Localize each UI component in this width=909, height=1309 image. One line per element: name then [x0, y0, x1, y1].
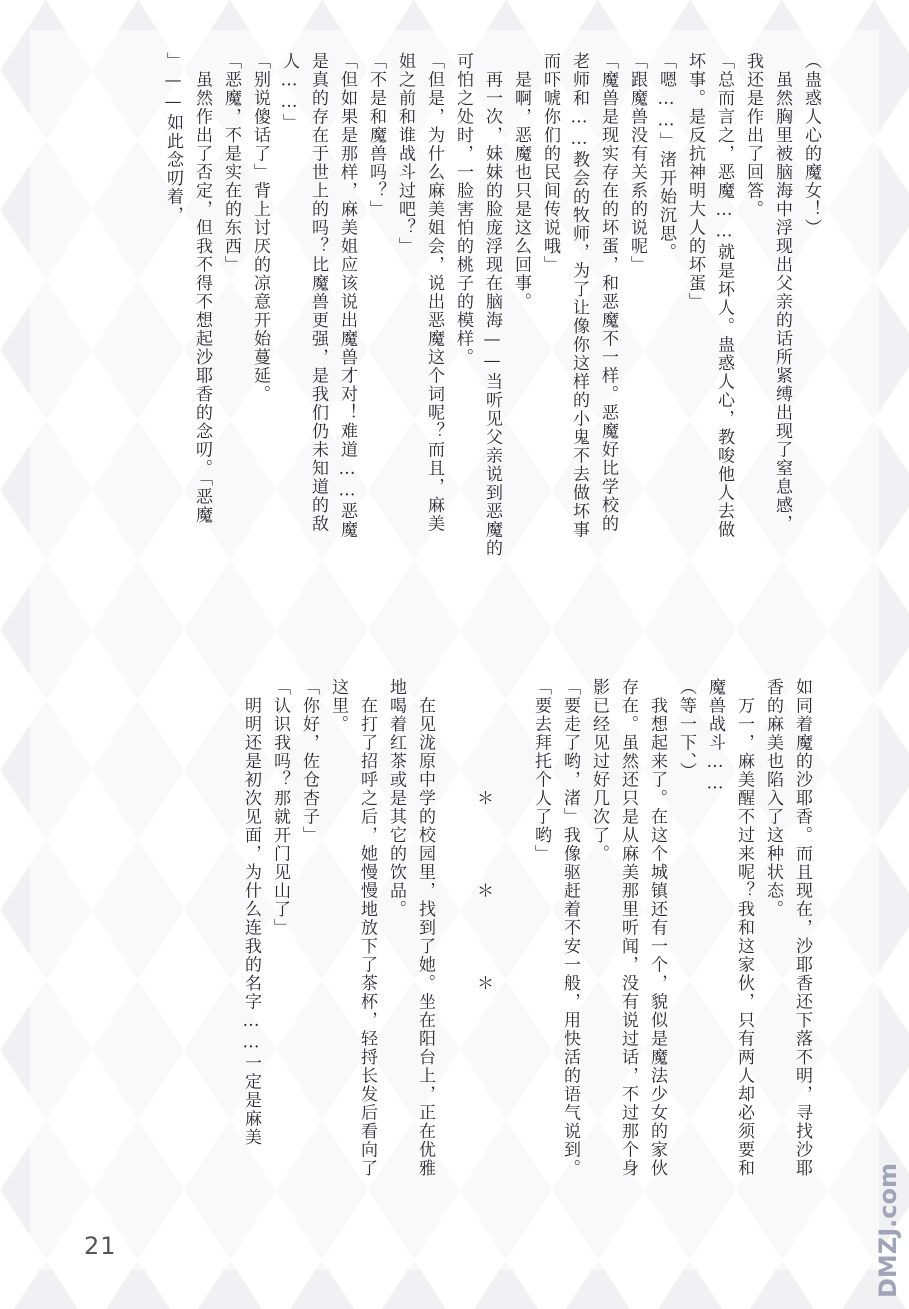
text-line: 再一次，妹妹的脸庞浮现在脑海——当听见父亲说到恶魔的: [482, 52, 502, 558]
text-line: （等一下、）: [676, 678, 696, 781]
text-column-group-bottom: [236, 678, 816, 1178]
text-line: 可怕之处时，一脸害怕的桃子的模样。: [453, 52, 473, 367]
text-line: 在打了招呼之后，她慢慢地放下了茶杯，轻捋长发后看向了: [357, 678, 377, 1178]
text-line: 地喝着红茶或是其它的饮品。: [386, 678, 406, 919]
page-number: 21: [84, 1232, 117, 1260]
text-line: 「你好，佐仓杏子」: [299, 678, 319, 845]
text-line: 这里。: [328, 678, 348, 734]
text-line: 明明还是初次见面，为什么连我的名字……一定是麻美: [241, 678, 261, 1147]
text-line: 坏事。是反抗神明大人的坏蛋」: [685, 52, 705, 311]
text-line: 「恶魔，不是实在的东西」: [221, 52, 241, 274]
text-line: 「但如果是那样，麻美姐应该说出魔兽才对！难道……恶魔: [337, 52, 357, 539]
text-line: 「但是，为什么麻美姐会，说出恶魔这个词呢？而且，麻美: [424, 52, 444, 533]
text-line: 」——如此念叨着，: [163, 52, 183, 225]
text-column-group-top: [158, 52, 825, 664]
text-line: （蛊惑人心的魔女！）: [801, 52, 821, 237]
text-line: 我还是作出了回答。: [743, 52, 763, 219]
text-line: 「跟魔兽没有关系的说呢」: [627, 52, 647, 274]
text-line: 存在。虽然还只是从麻美那里听闻，没有说过话，不过那个身: [618, 678, 638, 1178]
text-line: 「要走了哟，渚」我像驱赶着不安一般，用快活的语气说到。: [560, 678, 580, 1178]
text-line: 「嗯……」渚开始沉思。: [656, 52, 676, 262]
text-line: 影已经见过好几次了。: [589, 678, 609, 863]
text-line: 如同着魔的沙耶香。而且现在，沙耶香还下落不明，寻找沙耶: [792, 678, 812, 1178]
text-line: 我想起来了。在这个城镇还有一个，貌似是魔法少女的家伙: [647, 678, 667, 1178]
text-line: 香的麻美也陷入了这种状态。: [763, 678, 783, 919]
text-line: 在见泷原中学的校园里，找到了她。坐在阳台上，正在优雅: [415, 678, 435, 1178]
text-line: 「别说傻话了」背上讨厌的凉意开始蔓延。: [250, 52, 270, 404]
text-line: 「不是和魔兽吗？」: [366, 52, 386, 219]
text-line: 「总而言之，恶魔……就是坏人。蛊惑人心，教唆他人去做: [714, 52, 734, 539]
publisher-logo: [872, 1130, 906, 1300]
text-line: [439, 678, 468, 1138]
svg-text:DMZJ.com: DMZJ.com: [874, 1163, 902, 1298]
text-line: 人……」: [279, 52, 299, 132]
text-line: 而吓唬你们的民间传说哦」: [540, 52, 560, 274]
text-line: 「认识我吗？那就开门见山了」: [270, 678, 290, 937]
text-line: 「魔兽是现实存在的坏蛋，和恶魔不一样。恶魔好比学校的: [598, 52, 618, 533]
text-line: ＊ ＊ ＊: [473, 678, 493, 993]
text-line: 姐之前和谁战斗过吧？」: [395, 52, 415, 256]
text-line: 魔兽战斗……: [705, 678, 725, 795]
text-line: 老师和……教会的牧师，为了让像你这样的小鬼不去做坏事: [569, 52, 589, 539]
text-line: 万一，麻美醒不过来呢？我和这家伙，只有两人却必须要和: [734, 678, 754, 1178]
text-line: 是真的存在于世上的吗？比魔兽更强，是我们仍未知道的敌: [308, 52, 328, 533]
text-line: [497, 678, 526, 1138]
text-line: 「要去拜托个人了哟」: [531, 678, 551, 863]
text-line: 虽然作出了否定，但我不得不想起沙耶香的念叨。「恶魔: [192, 52, 212, 525]
text-line: 虽然胸里被脑海中浮现出父亲的话所紧缚出现了窒息感，: [772, 52, 792, 533]
text-line: 是啊，恶魔也只是这么回事。: [511, 52, 531, 311]
